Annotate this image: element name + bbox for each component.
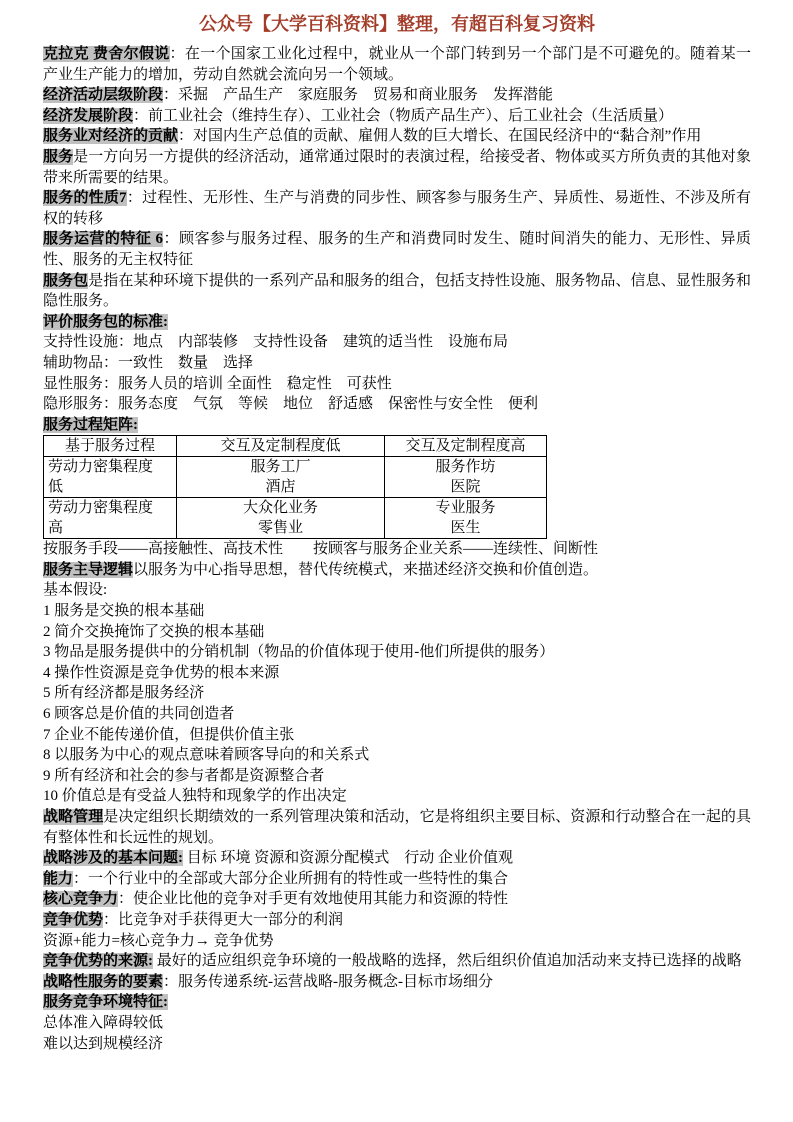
table-cell-line: 医院 [450,479,481,496]
table-row [44,498,547,539]
paragraph [43,951,751,972]
paragraph [43,560,751,581]
paragraph [43,415,751,436]
list-item [43,601,751,622]
term-highlight: 战略性服务的要素 [43,973,164,990]
paragraph [43,992,751,1013]
table-cell-line: 劳动力密集程度 [48,459,154,476]
paragraph-text: 总体准入障碍较低 [43,1014,164,1031]
list-item [43,683,751,704]
table-cell-line: 大众化业务 [242,500,318,517]
paragraph [43,126,751,147]
paragraph [43,972,751,993]
table-cell [177,457,385,498]
paragraph-text: 4 操作性资源是竞争优势的根本来源 [43,664,280,681]
paragraph-text: 6 顾客总是价值的共同创造者 [43,706,235,723]
term-highlight: 能力 [43,870,74,887]
list-item [43,786,751,807]
list-item [43,745,751,766]
list-item [43,766,751,787]
paragraph [43,1013,751,1034]
paragraph-text: 隐形服务：服务态度 气氛 等候 地位 舒适感 保密性与安全性 便利 [43,396,539,413]
paragraph-text: 难以达到规模经济 [43,1035,164,1052]
paragraph-text: ：采掘 产品生产 家庭服务 贸易和商业服务 发挥潜能 [163,87,554,104]
paragraph [43,271,751,312]
paragraph-text: 目标 环境 资源和资源分配模式 行动 企业价值观 [183,850,514,867]
table-cell-line: 服务工厂 [250,459,311,476]
paragraph-text: ：比竞争对手获得更大一部分的利润 [103,911,344,928]
paragraph-text: ：前工业社会（维持生存）、工业社会（物质产品生产）、后工业社会（生活质量） [133,107,674,124]
paragraph-text: 基本假设: [43,582,108,599]
paragraph [43,1034,751,1055]
term-highlight: 服务的性质7 [43,190,127,207]
table-cell-line: 服务作坊 [435,459,496,476]
paragraph-text: 5 所有经济都是服务经济 [43,685,205,702]
paragraph-text: ：过程性、无形性、生产与消费的同步性、顾客参与服务生产、异质性、易逝性、不涉及所有权的转移 [43,190,751,227]
table-cell-line: 低 [48,479,64,496]
paragraph [43,869,751,890]
paragraph-text: 10 价值总是有受益人独特和现象学的作出决定 [43,788,347,805]
table-header-cell: 基于服务过程 [44,436,177,457]
term-highlight: 核心竞争力 [43,891,119,908]
term-highlight: 服务包 [43,272,89,289]
paragraph-text: ：服务传递系统-运营战略-服务概念-目标市场细分 [163,973,494,990]
paragraph-text: ：在一个国家工业化过程中，就业从一个部门转到另一个部门是不可避免的。随着某一产业生产能力的增加，劳动自然就会流向另一个领域。 [43,46,751,83]
paragraph [43,229,751,270]
term-highlight: 战略涉及的基本问题: [43,850,183,867]
paragraph [43,353,751,374]
table-cell-line: 高 [48,520,64,537]
paragraph [43,394,751,415]
table-cell [44,457,177,498]
paragraph-text: 支持性设施：地点 内部装修 支持性设备 建筑的适当性 设施布局 [43,334,509,351]
table-cell [44,498,177,539]
list-item [43,622,751,643]
paragraph-text: 8 以服务为中心的观点意味着顾客导向的和关系式 [43,747,370,764]
paragraph-text: 以服务为中心指导思想，替代传统模式，来描述经济交换和价值创造。 [133,561,599,578]
paragraph [43,312,751,333]
term-highlight: 服务主导逻辑 [43,561,134,578]
paragraph-text: 1 服务是交换的根本基础 [43,603,205,620]
term-highlight: 战略管理 [43,809,104,825]
paragraph-text: 辅助物品：一致性 数量 选择 [43,354,254,371]
paragraph-text: 是决定组织长期绩效的一系列管理决策和活动，它是将组织主要目标、资源和行动整合在一起的具有整体性和长远性的规划。 [43,809,751,846]
paragraph [43,44,751,85]
term-highlight: 服务竞争环境特征: [43,994,168,1011]
paragraph [43,85,751,106]
paragraph-text: 是指在某种环境下提供的一系列产品和服务的组合，包括支持性设施、服务物品、信息、显性服务和隐性服务。 [43,272,751,310]
paragraph [43,106,751,127]
paragraph-text: 9 所有经济和社会的参与者都是资源整合者 [43,767,325,784]
paragraph [43,931,751,952]
table-cell-line: 劳动力密集程度 [48,500,154,517]
table-cell-line: 零售业 [257,520,303,537]
table-cell-line: 专业服务 [435,500,496,517]
term-highlight: 评价服务包的标准: [43,313,168,330]
paragraph [43,910,751,931]
term-highlight: 经济发展阶段 [43,107,134,124]
term-highlight: 服务业对经济的贡献 [43,128,179,145]
page-title: 公众号【大学百科资料】整理，有超百科复习资料 [199,14,595,34]
paragraph-text: 7 企业不能传递价值，但提供价值主张 [43,726,295,743]
paragraph [43,147,751,188]
service-process-matrix [43,435,547,539]
term-highlight: 服务 [43,148,74,165]
term-highlight: 服务过程矩阵: [43,416,138,433]
list-item [43,663,751,684]
list-item [43,725,751,746]
list-item [43,642,751,663]
paragraph [43,848,751,869]
paragraph-text: ：对国内生产总值的贡献、雇佣人数的巨大增长、在国民经济中的“黏合剂”作用 [178,128,702,145]
paragraph-text: 2 简介交换掩饰了交换的根本基础 [43,623,265,640]
term-highlight: 竞争优势的来源: [43,953,153,970]
paragraph-text: 是一方向另一方提供的经济活动，通常通过限时的表演过程，给接受者、物体或买方所负责的其他对象带来所需要的结果。 [43,148,751,186]
table-cell-line: 酒店 [265,479,296,496]
paragraph [43,889,751,910]
table-cell-line: 医生 [450,520,481,537]
table-cell [385,498,547,539]
term-highlight: 竞争优势 [43,911,104,928]
paragraph-text: 3 物品是服务提供中的分销机制（物品的价值体现于使用-他们所提供的服务） [43,644,555,661]
term-highlight: 服务运营的特征 6 [43,231,164,248]
paragraph-text: 显性服务：服务人员的培训 全面性 稳定性 可获性 [43,375,392,392]
table-cell [385,457,547,498]
table-header-cell: 交互及定制程度低 [177,436,385,457]
paragraph [43,332,751,353]
paragraph-text: 最好的适应组织竞争环境的一般战略的选择，然后组织价值追加活动来支持已选择的战略 [153,953,742,970]
paragraph [43,807,751,848]
paragraph [43,539,751,560]
paragraph-text: ：顾客参与服务过程、服务的生产和消费同时发生、随时间消失的能力、无形性、异质性、服务的无主权特征 [43,231,751,268]
list-item [43,704,751,725]
paragraph-text: ：一个行业中的全部或大部分企业所拥有的特性或一些特性的集合 [73,870,509,887]
paragraph-text: ：使企业比他的竞争对手更有效地使用其能力和资源的特性 [118,891,509,908]
table-header-cell: 交互及定制程度高 [385,436,547,457]
paragraph [43,374,751,395]
table-cell [177,498,385,539]
paragraph-text: 资源+能力=核心竞争力→ 竞争优势 [43,932,274,949]
term-highlight: 经济活动层级阶段 [43,87,164,104]
table-row [44,457,547,498]
table-header-row [44,436,547,457]
paragraph [43,188,751,229]
paragraph [43,580,751,601]
paragraph-text: 按服务手段——高接触性、高技术性 按顾客与服务企业关系——连续性、间断性 [43,541,599,558]
term-highlight: 克拉克 费舍尔假说 [43,46,170,62]
